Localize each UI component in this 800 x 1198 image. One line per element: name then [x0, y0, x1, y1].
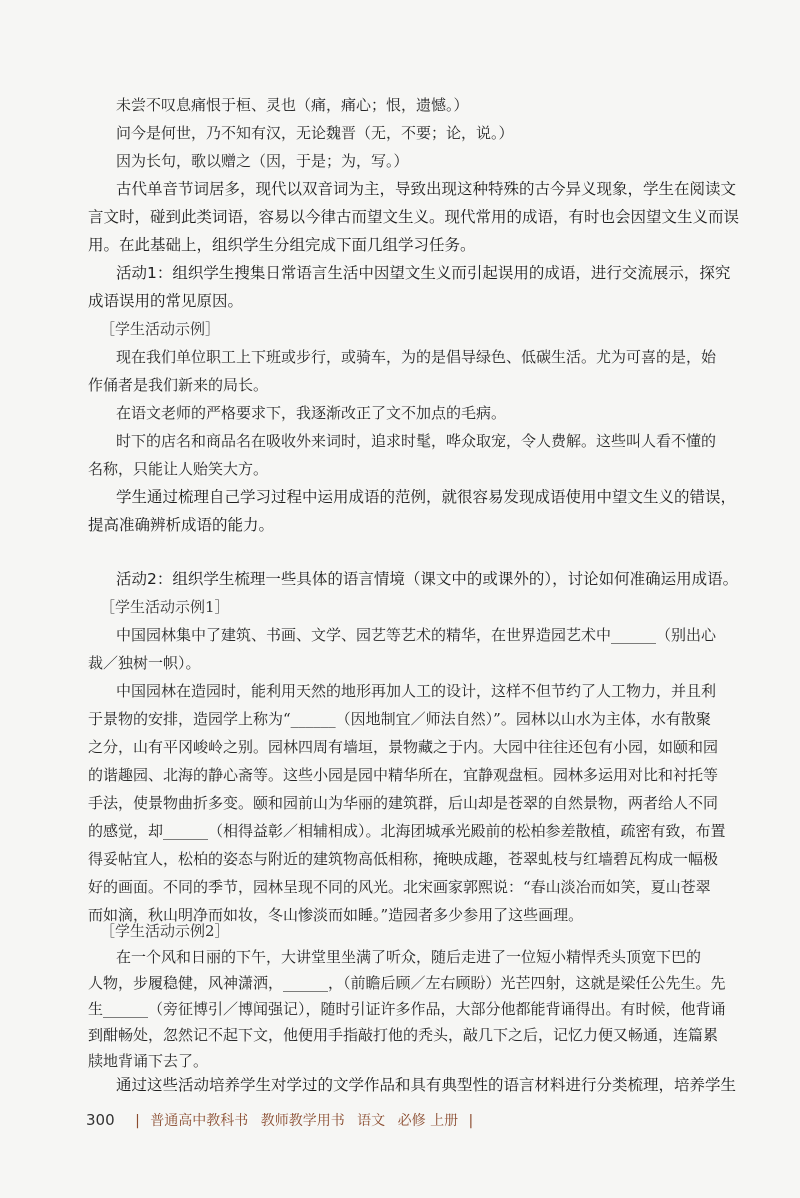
text-line: 牍地背诵下去了。 [88, 1052, 209, 1070]
text-line: 于景物的安排，造园学上称为“______（因地制宜／师法自然）”。园林以山水为主体，水有散聚 [88, 710, 711, 728]
text-line: 生______（旁征博引／博闻强记），随时引证许多作品，大部分他都能背诵得出。有时候，他背诵 [88, 1000, 726, 1018]
text-line: 作俑者是我们新来的局长。 [88, 376, 269, 394]
text-line: 时下的店名和商品名在吸收外来词时，追求时髦，哗众取宠，令人费解。这些叫人看不懂的 [116, 432, 717, 450]
text-line: 现在我们单位职工上下班或步行，或骑车，为的是倡导绿色、低碳生活。尤为可喜的是，始 [116, 348, 717, 366]
text-line: 古代单音节词居多，现代以双音词为主，导致出现这种特殊的古今异义现象，学生在阅读文 [116, 180, 737, 198]
page-footer [86, 1110, 726, 1130]
text-line: 提高准确辨析成语的能力。 [88, 516, 275, 534]
example-label: ［学生活动示例2］ [100, 922, 230, 940]
text-line: 之分，山有平冈峻岭之别。园林四周有墙垣，景物藏之于内。大园中往往还包有小园，如颐和园 [88, 738, 719, 756]
text-line: 的感觉，却______（相得益彰／相辅相成）。北海团城承光殿前的松柏参差散植，疏密有致，布置 [88, 822, 726, 840]
text-line: 中国园林在造园时，能利用天然的地形再加人工的设计，这样不但节约了人工物力，并且利 [116, 682, 717, 700]
text-line: 人物，步履稳健，风神潇洒，______，（前瞻后顾／左右顾盼）光芒四射，这就是梁任公先生。先 [88, 974, 726, 992]
text-line: 问今是何世，乃不知有汉，无论魏晋（无，不要；论，说。） [116, 124, 514, 142]
text-line: 好的画面。不同的季节，园林呈现不同的风光。北宋画家郭熙说：“春山淡冶而如笑，夏山苍翠 [88, 878, 711, 896]
text-line: 用。在此基础上，组织学生分组完成下面几组学习任务。 [88, 236, 476, 254]
text-line: 得妥帖宜人，松柏的姿态与附近的建筑物高低相称，掩映成趣，苍翠虬枝与红墙碧瓦构成一幅极 [88, 850, 719, 868]
text-line: 而如滴，秋山明净而如妆，冬山惨淡而如睡。”造园者多少参用了这些画理。 [88, 906, 584, 924]
text-line: 裁／独树一帜）。 [88, 654, 201, 672]
text-line: 在语文老师的严格要求下，我逐渐改正了文不加点的毛病。 [116, 404, 507, 422]
guide-title: 教师教学用书 [260, 1113, 345, 1129]
text-line: 言文时，碰到此类词语，容易以今律古而望文生义。现代常用的成语，有时也会因望文生义而误 [88, 208, 740, 226]
text-line: 活动2：组织学生梳理一些具体的语言情境（课文中的或课外的），讨论如何准确运用成语。 [116, 570, 739, 588]
text-line: 成语误用的常见原因。 [88, 292, 244, 310]
footer-separator: | [468, 1113, 474, 1129]
text-line: 中国园林集中了建筑、书画、文学、园艺等艺术的精华，在世界造园艺术中______（别出心 [116, 626, 717, 644]
text-line: 到酣畅处，忽然记不起下文，他便用手指敲打他的秃头，敲几下之后，记忆力便又畅通，连篇累 [88, 1026, 719, 1044]
text-line: 的谐趣园、北海的静心斋等。这些小园是园中精华所在，宜静观盘桓。园林多运用对比和衬托等 [88, 766, 719, 784]
volume: 必修 上册 [397, 1113, 459, 1129]
page-number: 300 [86, 1111, 115, 1129]
text-line: 学生通过梳理自己学习过程中运用成语的范例，就很容易发现成语使用中望文生义的错误， [116, 488, 737, 506]
text-line: 手法，使景物曲折多变。颐和园前山为华丽的建筑群，后山却是苍翠的自然景物，两者给人不同 [88, 794, 719, 812]
footer-separator: | [135, 1113, 140, 1129]
text-line: 在一个风和日丽的下午，大讲堂里坐满了听众，随后走进了一位短小精悍秃头顶宽下巴的 [116, 948, 702, 966]
subject: 语文 [357, 1113, 386, 1129]
text-line: 未尝不叹息痛恨于桓、灵也（痛，痛心；恨，遗憾。） [116, 96, 469, 114]
text-line: 通过这些活动培养学生对学过的文学作品和具有典型性的语言材料进行分类梳理，培养学生 [116, 1076, 737, 1094]
example-label: ［学生活动示例1］ [100, 598, 230, 616]
text-line: 活动1：组织学生搜集日常语言生活中因望文生义而引起误用的成语，进行交流展示，探究 [116, 264, 731, 282]
example-label: ［学生活动示例］ [100, 320, 221, 338]
text-line: 名称，只能让人贻笑大方。 [88, 460, 269, 478]
book-title: 普通高中教科书 [150, 1113, 249, 1129]
text-line: 因为长句，歌以赠之（因，于是；为，写。） [116, 152, 409, 170]
